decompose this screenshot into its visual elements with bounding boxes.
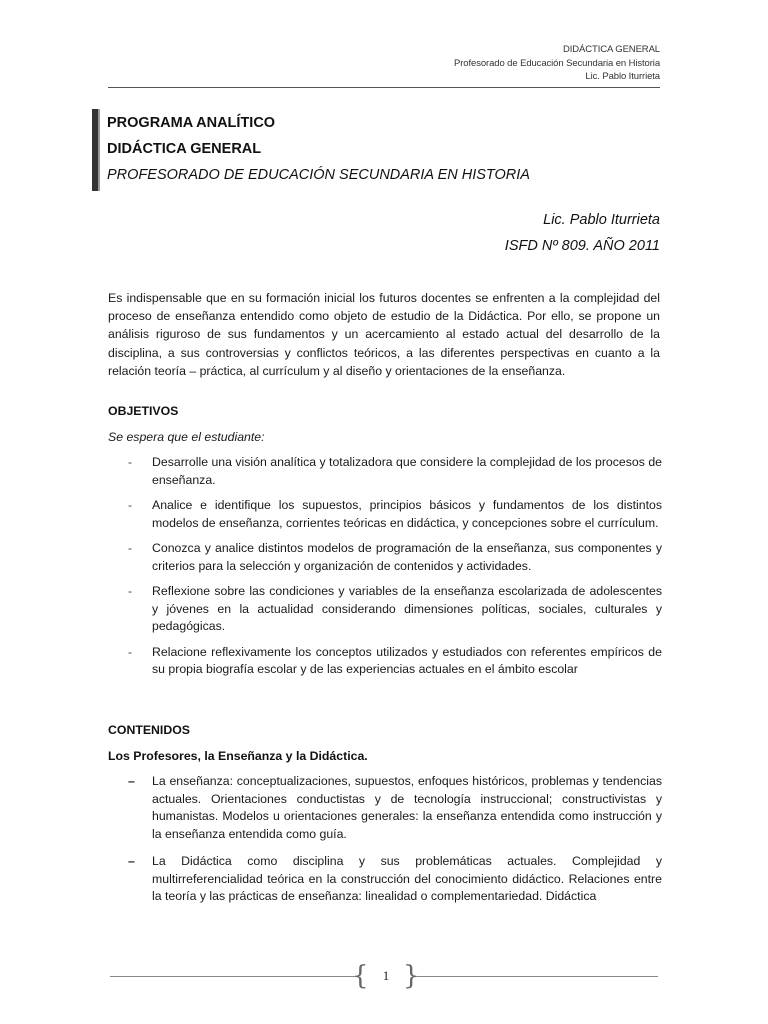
list-item bbox=[108, 454, 662, 489]
list-item bbox=[108, 583, 662, 636]
title-line-2: DIDÁCTICA GENERAL bbox=[107, 141, 262, 157]
list-item-text: Desarrolle una visión analítica y totalizadora que considere la complejidad de los procesos de enseñanza. bbox=[152, 455, 662, 487]
left-brace-icon: { bbox=[352, 961, 369, 991]
footer-rule-left bbox=[110, 976, 358, 977]
list-item-text: Analice e identifique los supuestos, principios básicos y fundamentos de los distintos modelos de enseñanza, corrientes teóricas en didáctica, y concepciones sobre el currículum. bbox=[152, 498, 662, 530]
author-name: Lic. Pablo Iturrieta bbox=[543, 212, 660, 228]
footer-rule-right bbox=[414, 976, 658, 977]
running-header bbox=[454, 43, 660, 84]
contenidos-list bbox=[108, 773, 662, 916]
list-item bbox=[108, 497, 662, 532]
list-item-text: La enseñanza: conceptualizaciones, supuestos, enfoques históricos, problemas y tendencias actuales. Orientaciones conductistas y de tecnología instruccional; constructivistas y humanistas. Modelos u orientaciones generales: la enseñanza entendida como instrucción y la enseñanza entendida como guía. bbox=[152, 774, 662, 841]
header-author: Lic. Pablo Iturrieta bbox=[585, 71, 660, 82]
list-bullet: - bbox=[128, 584, 133, 598]
objetivos-subheading: Se espera que el estudiante: bbox=[108, 430, 265, 444]
page-number: 1 bbox=[382, 968, 390, 983]
right-brace-icon: } bbox=[403, 961, 420, 991]
objetivos-heading: OBJETIVOS bbox=[108, 404, 179, 418]
header-rule bbox=[108, 87, 660, 88]
title-line-3: PROFESORADO DE EDUCACIÓN SECUNDARIA EN HISTORIA bbox=[107, 167, 530, 183]
title-block bbox=[92, 109, 660, 189]
title-accent-bar-light bbox=[98, 109, 100, 191]
list-item-text: Relacione reflexivamente los conceptos utilizados y estudiados con referentes empíricos de su propia biografía escolar y de las experiencias actuales en el ámbito escolar bbox=[152, 644, 662, 676]
contenidos-section-title: Los Profesores, la Enseñanza y la Didáctica. bbox=[108, 749, 368, 763]
list-item-text: Conozca y analice distintos modelos de programación de la enseñanza, sus componentes y criterios para la selección y organización de contenidos y actividades. bbox=[152, 541, 662, 573]
list-item bbox=[108, 540, 662, 575]
intro-paragraph: Es indispensable que en su formación inicial los futuros docentes se enfrenten a la complejidad del proceso de enseñanza entendido como objeto de estudio de la Didáctica. Por ello, se propone un análisis riguroso de sus fundamentos y un acercamiento al estado actual del desarrollo de la disciplina, a sus controversias y conflictos teóricos, a las diferentes perspectivas en cuanto a la relación teoría – práctica, al currículum y al diseño y orientaciones de la enseñanza. bbox=[108, 291, 660, 378]
author-institution: ISFD Nº 809. AÑO 2011 bbox=[504, 238, 660, 254]
list-item bbox=[108, 853, 662, 906]
list-item-text: Reflexione sobre las condiciones y variables de la enseñanza escolarizada de adolescentes y jóvenes en la actualidad considerando dimensiones políticas, sociales, culturales y pedagógicas. bbox=[152, 584, 662, 633]
list-bullet: - bbox=[128, 498, 133, 512]
title-line-1: PROGRAMA ANALÍTICO bbox=[107, 115, 276, 131]
list-bullet: - bbox=[128, 455, 133, 469]
header-course: DIDÁCTICA GENERAL bbox=[562, 44, 660, 55]
list-item bbox=[108, 644, 662, 679]
list-item bbox=[108, 773, 662, 843]
contenidos-heading: CONTENIDOS bbox=[108, 723, 190, 737]
list-bullet: - bbox=[128, 541, 133, 555]
header-program: Profesorado de Educación Secundaria en Historia bbox=[453, 57, 660, 69]
objetivos-list bbox=[108, 454, 662, 687]
list-item-text: La Didáctica como disciplina y sus problemáticas actuales. Complejidad y multirreferencialidad teórica en la construcción del conocimiento didáctico. Relaciones entre la teoría y las prácticas de enseñanza: linealidad o complementariedad. Didáctica bbox=[152, 854, 662, 903]
list-bullet: – bbox=[128, 774, 135, 788]
list-bullet: - bbox=[128, 644, 133, 659]
list-bullet: – bbox=[128, 854, 135, 868]
